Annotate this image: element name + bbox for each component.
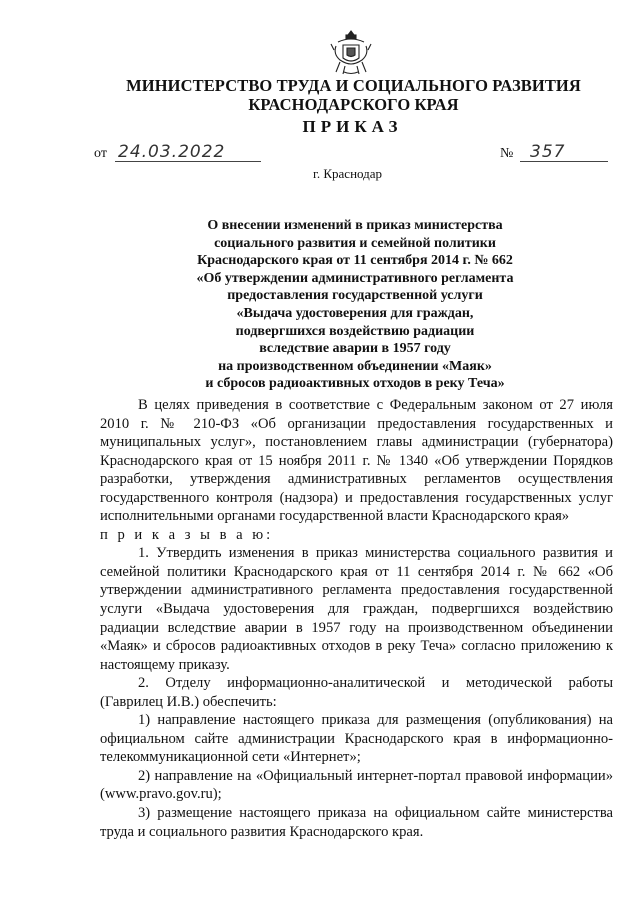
date-value: 24.03.2022 [118, 142, 226, 162]
item-2-3-paragraph: 3) размещение настоящего приказа на официальном сайте министерства труда и социального развития Краснодарского края. [100, 805, 613, 840]
item-2-2-paragraph: 2) направление на «Официальный интернет-портал правовой информации» (www.pravo.gov.ru); [100, 767, 613, 803]
number-prefix: № [500, 146, 514, 161]
number-underline [520, 161, 608, 162]
number-value: 357 [530, 142, 566, 162]
subject-line: вследствие аварии в 1957 году [259, 341, 451, 357]
subject-line: на производственном объединении «Маяк» [218, 358, 492, 374]
document-type: ПРИКАЗ [302, 117, 403, 136]
item-1-paragraph: 1. Утвердить изменения в приказ министерства социального развития и семейной политики Краснодарского края от 11 сентября 2014 г. № 662 «Об утверждении административного регламента предоставления государственной услуги «Выдача удостоверения для граждан, подвергшихся воздействию радиации вследствие аварии в 1957 году на производственном объединении «Маяк» и сбросов радиоактивных отходов в реку Теча» согласно приложению к настоящему приказу. [100, 545, 613, 673]
subject-line: предоставления государственной услуги [227, 288, 483, 304]
preamble-paragraph: В целях приведения в соответствие с Федеральным законом от 27 июля 2010 г. № 210-ФЗ «Об организации предоставления государственных и муниципальных услуг», постановлением главы администрации (губернатора) Краснодарского края от 15 ноября 2011 г. № 1340 «Об утверждении Порядков разработки, утверждения административных регламентов осуществления государственного контроля (надзора) и предоставления государственных услуг исполнительными органами государственной власти Краснодарского края» [100, 397, 613, 525]
document-subject [150, 217, 560, 393]
item-2-1-paragraph: 1) направление настоящего приказа для размещения (опубликования) на официальном сайте администрации Краснодарского края в информационно-телекоммуникационной сети «Интернет»; [100, 712, 613, 766]
ministry-heading [0, 76, 639, 114]
subject-line: О внесении изменений в приказ министерства [207, 218, 503, 233]
order-word: п р и к а з ы в а ю: [100, 526, 274, 543]
ministry-line-1: МИНИСТЕРСТВО ТРУДА И СОЦИАЛЬНОГО РАЗВИТИЯ [126, 76, 581, 95]
city: г. Краснодар [313, 166, 383, 181]
subject-line: «Выдача удостоверения для граждан, [236, 305, 474, 321]
date-prefix: от [94, 146, 107, 161]
document-body [100, 396, 613, 841]
subject-line: Краснодарского края от 11 сентября 2014 г. № 662 [197, 253, 513, 269]
subject-line: социального развития и семейной политики [214, 235, 496, 251]
item-2-paragraph: 2. Отделу информационно-аналитической и методической работы (Гаврилец И.В.) обеспечить: [100, 675, 613, 710]
subject-line: «Об утверждении административного регламента [196, 270, 514, 286]
coat-of-arms-icon [330, 28, 372, 76]
subject-line: и сбросов радиоактивных отходов в реку Теча» [205, 376, 505, 392]
ministry-line-2: КРАСНОДАРСКОГО КРАЯ [248, 95, 459, 114]
date-underline [115, 161, 261, 162]
subject-line: подвергшихся воздействию радиации [235, 323, 475, 339]
